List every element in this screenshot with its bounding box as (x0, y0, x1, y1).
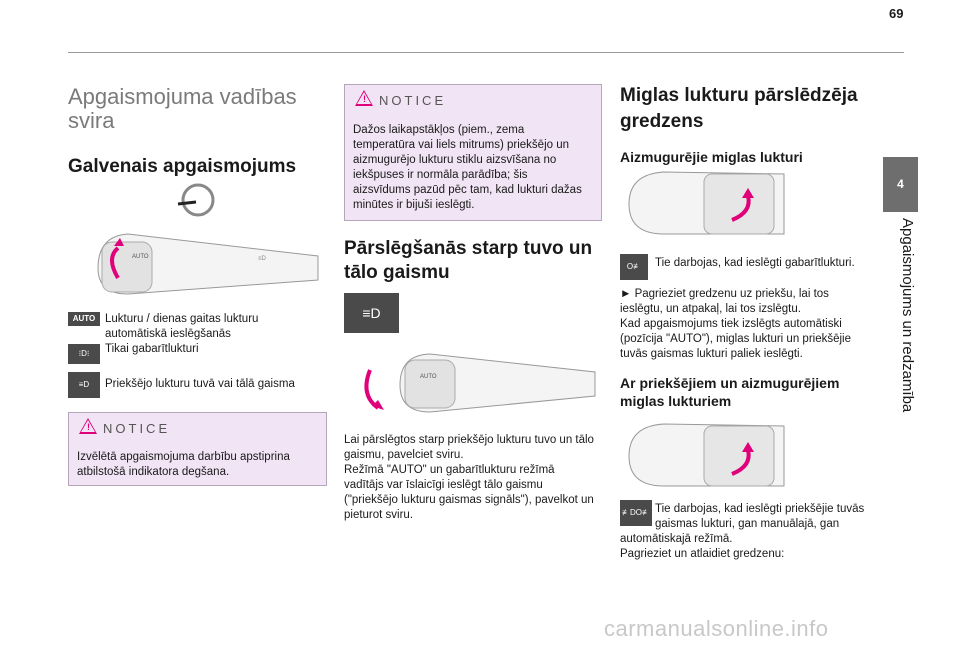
chapter-title: Apgaismojums un redzamība (899, 218, 916, 413)
warning-icon: ! (79, 418, 97, 434)
fog-ring-illustration-2 (624, 420, 874, 490)
sidelights-text: Tikai gabarītlukturi (105, 343, 199, 355)
body-line: ieslēgtu, un atpakaļ, lai tos izslēgtu. (620, 303, 801, 315)
front-fog-body (620, 532, 880, 562)
body-line: gaismu, pavelciet sviru. (344, 449, 464, 461)
svg-text:AUTO: AUTO (132, 254, 149, 260)
page-number: 69 (889, 6, 904, 21)
body-line: tuvās gaismas lukturi paliek ieslēgti. (620, 348, 803, 360)
high-beam-icon: ≡D (344, 293, 399, 333)
front-fog-line2: gaismas lukturi, gan manuālajā, gan (655, 518, 840, 530)
notice-line: aizmugurējo lukturu stiklu aizsvīšana no (353, 154, 557, 166)
fog-ring-illustration-1 (624, 168, 874, 238)
rear-fog-body (620, 287, 880, 362)
beam-body (344, 433, 604, 523)
steering-wheel-icon (176, 182, 216, 218)
notice-line: temperatūra vai liels mitrums) priekšējo un (353, 139, 570, 151)
column-1 (68, 85, 328, 179)
notice-title: NOTICE (379, 93, 447, 108)
headlights-text: Priekšējo lukturu tuvā vai tālā gaisma (105, 378, 295, 390)
notice-line: Izvēlētā apgaismojuma darbību apstiprina (77, 451, 290, 463)
front-fog-text (655, 502, 880, 532)
sub2-line1: Ar priekšējiem un aizmugurējiem (620, 375, 840, 391)
beam-heading-line2: tālo gaismu (344, 262, 450, 283)
fog-heading-line2: gredzens (620, 111, 704, 132)
stalk-pull-illustration (350, 350, 600, 415)
sidelights-icon: ⁝D⁝ (68, 344, 100, 364)
lighting-stalk-illustration (88, 228, 328, 298)
body-line: pieturot sviru. (344, 509, 414, 521)
notice-line: iekšpuses ir normāla parādība; šis (353, 169, 528, 181)
sub2-line2: miglas lukturiem (620, 393, 732, 409)
watermark: carmanualsonline.info (604, 616, 829, 641)
header-rule (68, 52, 904, 53)
notice-body (77, 450, 290, 480)
auto-line1: Lukturu / dienas gaitas lukturu (105, 313, 259, 325)
notice-body (353, 123, 582, 213)
rear-fog-subheading: Aizmugurējie miglas lukturi (620, 149, 803, 165)
notice-line: atbilstošā indikatora degšana. (77, 466, 230, 478)
notice-line: aizsvīdums pazūd pēc tam, kad lukturi dažas (353, 184, 582, 196)
auto-icon: AUTO (68, 312, 100, 326)
notice-title: NOTICE (103, 421, 171, 436)
rear-fog-text: Tie darbojas, kad ieslēgti gabarītlukturi. (655, 257, 855, 269)
body-line: Pagrieziet un atlaidiet gredzenu: (620, 548, 785, 560)
notice-box-2 (344, 84, 602, 221)
body-line: ("priekšējo lukturu gaismas signāls"), pavelkot un (344, 494, 594, 506)
body-line: Lai pārslēgtos starp priekšējo lukturu tuvo un tālo (344, 434, 594, 446)
auto-description (105, 312, 325, 357)
body-line: Kad apgaismojums tiek izslēgts automātiski (620, 318, 842, 330)
beam-heading-line1: Pārslēgšanās starp tuvo un (344, 238, 593, 259)
subtitle-main-lighting: Galvenais apgaismojums (68, 156, 297, 177)
svg-text:≡D: ≡D (258, 256, 266, 262)
notice-line: Dažos laikapstākļos (piem., zema (353, 124, 525, 136)
rear-fog-icon: O≢ (620, 254, 648, 280)
front-rear-fog-subheading (620, 374, 880, 410)
warning-icon: ! (355, 90, 373, 106)
svg-text:AUTO: AUTO (420, 374, 437, 380)
notice-box-1 (68, 412, 327, 486)
chapter-tab[interactable]: 4 (883, 157, 918, 212)
headlights-icon: ≡D (68, 372, 100, 398)
auto-line2: automātiskā ieslēgšanās (105, 328, 231, 340)
body-line: Režīmā "AUTO" un gabarītlukturu režīmā (344, 464, 555, 476)
fog-heading-line1: Miglas lukturu pārslēdzēja (620, 85, 858, 106)
front-fog-icon: ≢DO≢ (620, 500, 652, 526)
notice-line: minūtes ir bijuši ieslēgti. (353, 199, 475, 211)
body-line: (pozīcija "AUTO"), miglas lukturi un priekšējie (620, 333, 851, 345)
beam-heading (344, 237, 604, 285)
section-title-line1: Apgaismojuma vadības (68, 84, 297, 109)
body-line: vadītājs var īslaicīgi ieslēgt tālo gaismu (344, 479, 543, 491)
section-title-line2: svira (68, 108, 115, 133)
front-fog-line1: Tie darbojas, kad ieslēgti priekšējie tuvās (655, 503, 865, 515)
body-line: ► Pagrieziet gredzenu uz priekšu, lai tos (620, 288, 829, 300)
body-line: automātiskajā režīmā. (620, 533, 733, 545)
fog-heading (620, 84, 880, 166)
